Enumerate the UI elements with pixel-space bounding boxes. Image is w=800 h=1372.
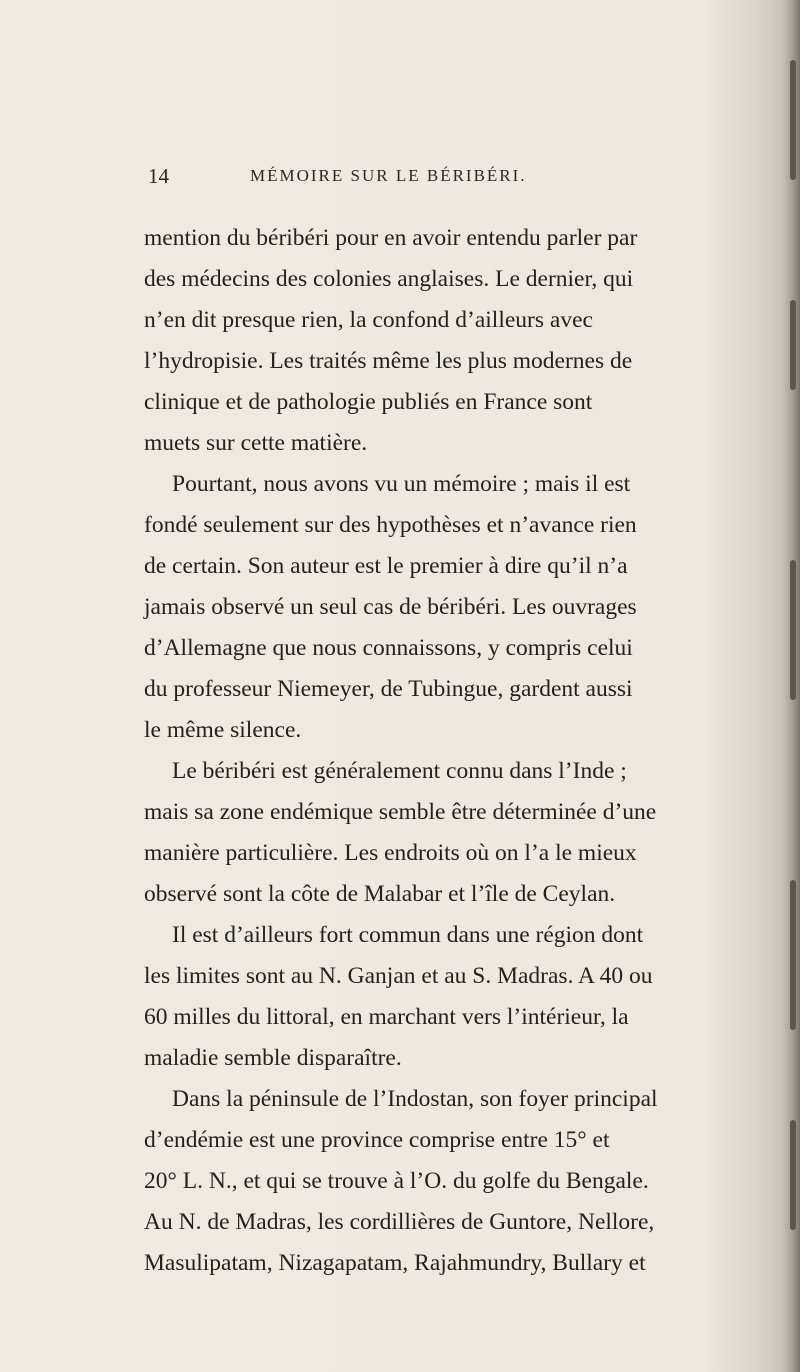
text-line: maladie semble disparaître. [144,1045,402,1071]
text-line: manière particulière. Les endroits où on l’a le mieux [144,840,637,866]
text-line: mais sa zone endémique semble être déterminée d’une [144,799,657,825]
text-line: fondé seulement sur des hypothèses et n’avance rien [144,512,637,538]
text-line: le même silence. [144,717,302,743]
page-number: 14 [148,164,169,188]
text-line: d’Allemagne que nous connaissons, y compris celui [144,635,633,661]
text-line: Il est d’ailleurs fort commun dans une région dont [172,922,644,948]
text-line: n’en dit presque rien, la confond d’ailleurs avec [144,307,593,333]
binding-mark [790,60,796,180]
text-line: jamais observé un seul cas de béribéri. Les ouvrages [144,594,637,620]
text-line: Le béribéri est généralement connu dans l’Inde ; [172,758,627,784]
text-line: l’hydropisie. Les traités même les plus modernes de [144,348,633,374]
text-line: d’endémie est une province comprise entre 15° et [144,1127,610,1153]
text-line: 20° L. N., et qui se trouve à l’O. du golfe du Bengale. [144,1168,649,1194]
text-line: observé sont la côte de Malabar et l’île de Ceylan. [144,881,616,907]
binding-mark [790,300,796,390]
text-line: Dans la péninsule de l’Indostan, son foyer principal [172,1086,658,1112]
text-line: clinique et de pathologie publiés en France sont [144,389,593,415]
text-line: de certain. Son auteur est le premier à dire qu’il n’a [144,553,628,579]
text-line: Au N. de Madras, les cordillières de Guntore, Nellore, [144,1209,655,1235]
text-line: 60 milles du littoral, en marchant vers l’intérieur, la [144,1004,629,1030]
text-line: mention du béribéri pour en avoir entendu parler par [144,225,638,251]
page-edge-shadow [782,0,800,1372]
running-title: MÉMOIRE SUR LE BÉRIBÉRI. [250,166,527,185]
binding-mark [790,560,796,700]
binding-mark [790,880,796,1030]
text-line: Pourtant, nous avons vu un mémoire ; mais il est [172,471,631,497]
text-line: Masulipatam, Nizagapatam, Rajahmundry, Bullary et [144,1250,646,1276]
page-header [148,164,708,194]
binding-mark [790,1120,796,1230]
text-line: les limites sont au N. Ganjan et au S. Madras. A 40 ou [144,963,653,989]
text-line: des médecins des colonies anglaises. Le dernier, qui [144,266,634,292]
body-text [144,218,754,1284]
text-line: muets sur cette matière. [144,430,368,456]
text-line: du professeur Niemeyer, de Tubingue, gardent aussi [144,676,633,702]
